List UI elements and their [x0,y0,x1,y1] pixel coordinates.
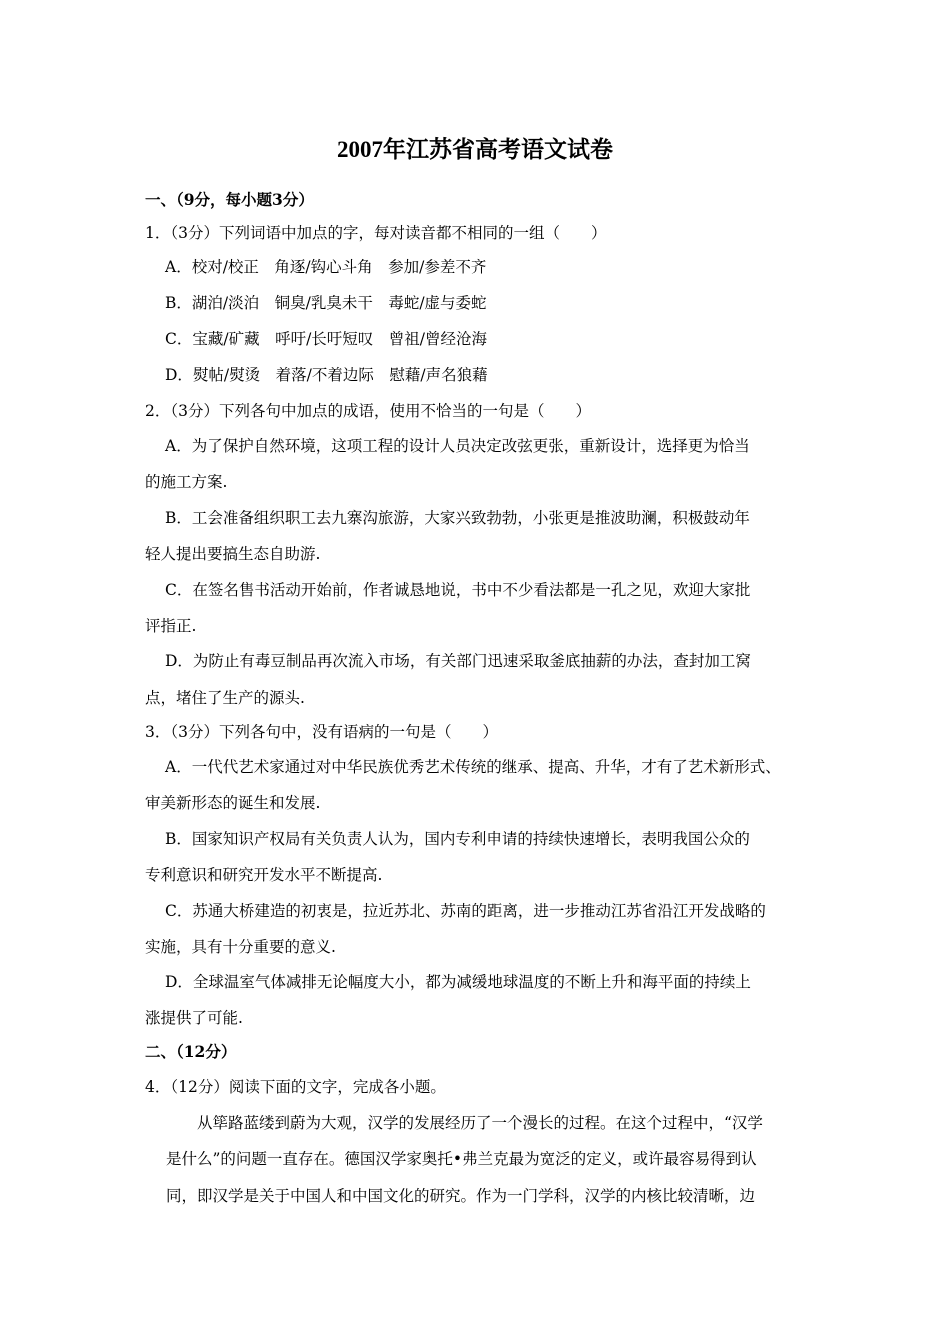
passage-line-3: 同，即汉学是关于中国人和中国文化的研究。作为一门学科，汉学的内核比较清晰，边 [166,1187,756,1205]
question-3-option-d-line2: 涨提供了可能. [145,1009,243,1027]
question-1-stem: 1．（3分）下列词语中加点的字，每对读音都不相同的一组（ ） [145,224,607,242]
question-1-option-d: D．熨帖/熨烫 着落/不着边际 慰藉/声名狼藉 [165,366,488,384]
question-2-option-c-line1: C．在签名售书活动开始前，作者诚恳地说，书中不少看法都是一孔之见，欢迎大家批 [165,581,751,599]
question-2-option-d-line1: D．为防止有毒豆制品再次流入市场，有关部门迅速采取釜底抽薪的办法，查封加工窝 [165,652,751,670]
question-2-option-c-line2: 评指正. [145,617,197,635]
question-2-option-a-line2: 的施工方案. [145,473,228,491]
question-3-option-c-line1: C．苏通大桥建造的初衷是，拉近苏北、苏南的距离，进一步推动江苏省沿江开发战略的 [165,902,766,920]
section-1-heading: 一、（9分，每小题3分） [145,190,314,209]
question-2-option-d-line2: 点，堵住了生产的源头. [145,689,305,707]
question-2-option-b-line2: 轻人提出要搞生态自助游. [145,545,321,563]
question-3-option-d-line1: D．全球温室气体减排无论幅度大小，都为减缓地球温度的不断上升和海平面的持续上 [165,973,751,991]
question-2-stem: 2．（3分）下列各句中加点的成语，使用不恰当的一句是（ ） [145,402,591,420]
passage-line-2: 是什么”的问题一直存在。德国汉学家奥托•弗兰克最为宽泛的定义，或许最容易得到认 [166,1150,757,1168]
question-1-option-c: C．宝藏/矿藏 呼吁/长吁短叹 曾祖/曾经沧海 [165,330,488,348]
question-1-option-b: B．湖泊/淡泊 铜臭/乳臭未干 毒蛇/虚与委蛇 [165,294,487,312]
question-1-option-a: A．校对/校正 角逐/钩心斗角 参加/参差不齐 [165,258,487,276]
question-3-option-a-line1: A．一代代艺术家通过对中华民族优秀艺术传统的继承、提高、升华，才有了艺术新形式、 [165,758,781,776]
question-2-option-b-line1: B．工会准备组织职工去九寨沟旅游，大家兴致勃勃，小张更是推波助澜，积极鼓动年 [165,509,750,527]
question-3-stem: 3．（3分）下列各句中，没有语病的一句是（ ） [145,723,498,741]
passage-line-1: 从筚路蓝缕到蔚为大观，汉学的发展经历了一个漫长的过程。在这个过程中，“汉学 [166,1114,763,1132]
question-3-option-b-line1: B．国家知识产权局有关负责人认为，国内专利申请的持续快速增长，表明我国公众的 [165,830,750,848]
section-2-heading: 二、（12分） [145,1042,237,1061]
question-3-option-c-line2: 实施，具有十分重要的意义. [145,938,336,956]
question-2-option-a-line1: A．为了保护自然环境，这项工程的设计人员决定改弦更张，重新设计，选择更为恰当 [165,437,750,455]
question-3-option-b-line2: 专利意识和研究开发水平不断提高. [145,866,383,884]
page-title: 2007年江苏省高考语文试卷 [337,137,613,162]
question-4-stem: 4．（12分）阅读下面的文字，完成各小题。 [145,1078,446,1096]
question-3-option-a-line2: 审美新形态的诞生和发展. [145,794,321,812]
